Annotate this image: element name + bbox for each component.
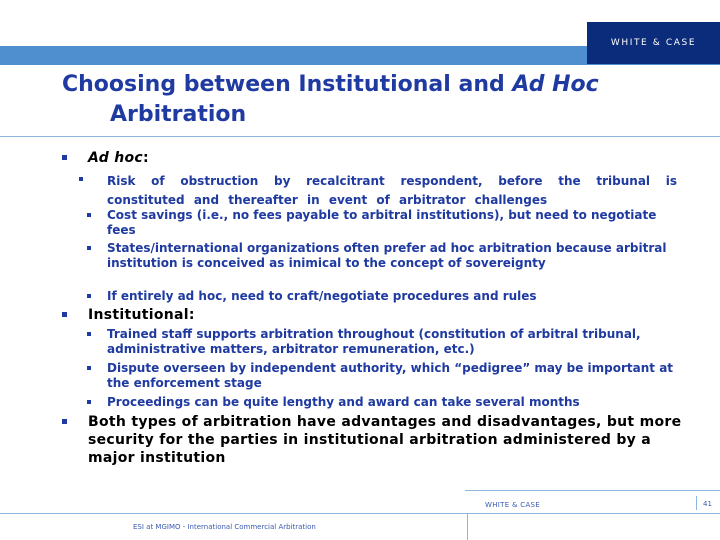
- square-bullet-icon: [62, 419, 67, 424]
- logo-text: WHITE & CASE: [610, 38, 697, 48]
- conclusion-text: Both types of arbitration have advantages and disadvantages, but more security for the parties in institutional arbitration administered by a major institution: [88, 414, 682, 466]
- slide-title: [62, 70, 622, 130]
- square-bullet-icon: [87, 246, 91, 250]
- adhoc-item: [107, 172, 677, 210]
- title-divider: [0, 136, 720, 137]
- adhoc-item-text: Cost savings (i.e., no fees payable to arbitral institutions), but need to negotiate fees: [107, 208, 657, 237]
- institutional-label: Institutional:: [88, 307, 195, 323]
- adhoc-item: [107, 241, 677, 271]
- square-bullet-icon: [87, 213, 91, 217]
- title-text: Choosing between Institutional and: [62, 72, 513, 97]
- square-bullet-icon: [79, 177, 83, 181]
- institutional-item: [107, 327, 677, 357]
- square-bullet-icon: [87, 294, 91, 298]
- title-line2: Arbitration: [110, 102, 247, 127]
- square-bullet-icon: [62, 312, 67, 317]
- institutional-item-text: Proceedings can be quite lengthy and award can take several months: [107, 395, 580, 409]
- square-bullet-icon: [87, 332, 91, 336]
- adhoc-item-text: States/international organizations often prefer ad hoc arbitration because arbitral institution is conceived as inimical to the concept of sovereignty: [107, 241, 667, 270]
- adhoc-item-text: Risk of obstruction by recalcitrant respondent, before the tribunal is constituted and thereafter in event of arbitrator challenges: [107, 174, 677, 207]
- bullet-conclusion: [88, 413, 688, 467]
- square-bullet-icon: [87, 366, 91, 370]
- square-bullet-icon: [87, 400, 91, 404]
- white-case-logo: [587, 22, 720, 64]
- adhoc-label: Ad hoc: [88, 150, 143, 166]
- footer-divider: [465, 490, 720, 491]
- footer-caption: ESI at MGIMO - International Commercial Arbitration: [133, 523, 316, 531]
- institutional-item-text: Dispute overseen by independent authority, which “pedigree” may be important at the enforcement stage: [107, 361, 674, 390]
- footer-brand: WHITE & CASE: [485, 501, 540, 509]
- institutional-item-text: Trained staff supports arbitration throughout (constitution of arbitral tribunal, administrative matters, arbitrator remuneration, etc.): [107, 327, 641, 356]
- adhoc-colon: :: [142, 150, 149, 166]
- page-number: 41: [703, 500, 712, 508]
- square-bullet-icon: [62, 155, 67, 160]
- adhoc-item: [107, 289, 677, 304]
- title-italic: Ad Hoc: [512, 72, 599, 97]
- bullet-institutional: [88, 306, 688, 324]
- institutional-item: [107, 361, 677, 391]
- institutional-item: [107, 395, 677, 410]
- adhoc-item: [107, 208, 677, 238]
- bullet-adhoc: [88, 149, 688, 167]
- footer-separator: [696, 496, 697, 510]
- adhoc-item-text: If entirely ad hoc, need to craft/negotiate procedures and rules: [107, 289, 537, 303]
